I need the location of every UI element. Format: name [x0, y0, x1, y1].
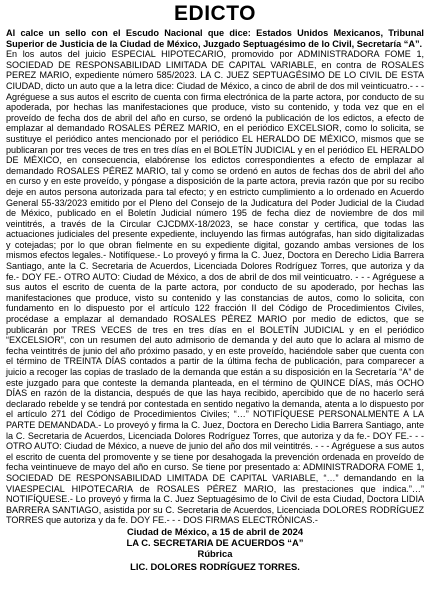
signature-rubrica: Rúbrica [197, 548, 233, 560]
signature-name: LIC. DOLORES RODRÍGUEZ TORRES. [130, 560, 300, 572]
signature-role: LA C. SECRETARIA DE ACUERDOS “A” [126, 537, 304, 549]
signature-block [6, 526, 424, 572]
document-title: EDICTO [174, 2, 256, 25]
seal-heading: Al calce un sello con el Escudo Nacional que dice: Estados Unidos Mexicanos, Tribunal Superior de Justicia de la Ciudad de México, Juzgado Septuagésimo de lo Civil, Secretaría “A”. [6, 28, 424, 49]
edict-body-text: En los autos del juicio ESPECIAL HIPOTECARIO, promovido por ADMINISTRADORA FOME 1, SOCIEDAD DE RESPONSABILIDAD LIMITADA DE CAPITAL VARIABLE, en contra de ROSALES PEREZ MARIO, expediente número 585/2023. LA C. JUEZ SEPTUAGÉSIMO DE LO CIVIL DE ESTA CIUDAD, dicto un auto que a la letra dice: Ciudad de México, a cinco de abril de dos mil veinticuatro.- - - Agréguese a sus autos el escrito de cuenta con firma electrónica de la parte actora, por conducto de su apoderada, por hechas las manifestaciones que produce, visto su contenido, y toda vez que en el proveído de fecha dos de abril del año en curso, se ordenó la publicación de los edictos, a efecto de emplazar al demandado ROSALES PÉREZ MARIO, en el periódico EXCELSIOR, como lo solicita, se sustituye el periódico antes mencionado por el periódico EL HERALDO DE MÉXICO, mismos que se publicaran por tres veces de tres en tres días en el BOLETÍN JUDICIAL y en el periódico EL HERALDO DE MÉXICO, en consecuencia, elabórense los edictos correspondientes a efecto de emplazar al demandado ROSALES PÉREZ MARIO, tal y como se ordenó en autos de fechas dos de abril del año en curso y en este proveído, y póngase a disposición de la parte actora, previa razón que por su recibo deje en autos persona autorizada para tal efecto; y en estricto cumplimiento a lo ordenado en Acuerdo General 55-33/2023 emitido por el Pleno del Consejo de la Judicatura del Poder Judicial de la Ciudad de México, publicado en el Boletín Judicial número 195 de fecha diez de noviembre de dos mil veintitrés, a través de la Circular CJCDMX-18/2023, se hace constar y certifica, que todas las actuaciones judiciales del presente expediente, incluyendo las firmas autógrafas, han sido digitalizadas y cotejadas; por lo que obran fielmente en su expediente digital, gozando ambas versiones de los mismos efectos legales.- Notifíquese.- Lo proveyó y firma la C. Juez, Doctora en Derecho Lidia Barrera Santiago, ante la C. Secretaria de Acuerdos, Licenciada Dolores Rodríguez Torres, que autoriza y da fe.- DOY FE.- OTRO AUTO: Ciudad de México, a dos de abril de dos mil veinticuatro. - - - Agréguese a sus autos el escrito de cuenta de la parte actora, por conducto de su apoderado, por hechas las manifestaciones que produce, visto su contenido y las constancias de autos, como lo solicita, con fundamento en lo dispuesto por el artículo 122 fracción II del Código de Procedimientos Civiles, procédase a emplazar al demandado ROSALES PÉREZ MARIO por medio de edictos, que se publicarán por TRES VECES de tres en tres días en el BOLETÍN JUDICIAL y en el periódico “EXCELSIOR”, con un resumen del auto admisorio de demanda y del auto que lo aclara al mismo de fecha veintitrés de junio del año próximo pasado, y en este proveído, haciéndole saber que cuenta con el término de TREINTA DÍAS contados a partir de la última fecha de publicación, para comparecer a juicio a recoger las copias de traslado de la demanda que están a su disposición en la Secretaría “A” de este juzgado para que conteste la demanda planteada, en el término de QUINCE DÍAS, más OCHO DÍAS en razón de la distancia, después de que las haya recibido, apercibido que de no hacerlo será declarado rebelde y se tendrá por contestada en sentido negativo la demanda, atenta a lo dispuesto por el artículo 271 del Código de Procedimientos Civiles; “…” NOTIFÍQUESE PERSONALMENTE A LA PARTE DEMANDADA.- Lo proveyó y firma la C. Juez, Doctora en Derecho Lidia Barrera Santiago, ante la C. Secretaria de Acuerdos, Licenciada Dolores Rodríguez Torres, que autoriza y da fe.- DOY FE.- - - OTRO AUTO: Ciudad de México, a nueve de junio del año dos mil veintitrés. - - - Agréguese a sus autos el escrito de cuenta del promovente y se tiene por desahogada la prevención ordenada en proveído de fecha veintinueve de mayo del año en curso. Se tiene por presentado a: ADMINISTRADORA FOME 1, SOCIEDAD DE RESPONSABILIDAD LIMITADA DE CAPITAL VARIABLE, “…” demandando en la VIAESPECIAL HIPOTECARIA de ROSALES PÉREZ MARIO, las prestaciones que indica.”…” NOTIFÍQUESE.- Lo proveyó y firma la C. Juez Septuagésimo de lo Civil de esta Ciudad, Doctora LIDIA BARRERA SANTIAGO, asistida por su C. Secretaria de Acuerdos, Licenciada DOLORES RODRÍGUEZ TORRES que autoriza y da fe. DOY FE.- - - DOS FIRMAS ELECTRÓNICAS.- [6, 49, 424, 526]
signature-place-date: Ciudad de México, a 15 de abril de 2024 [126, 525, 304, 537]
